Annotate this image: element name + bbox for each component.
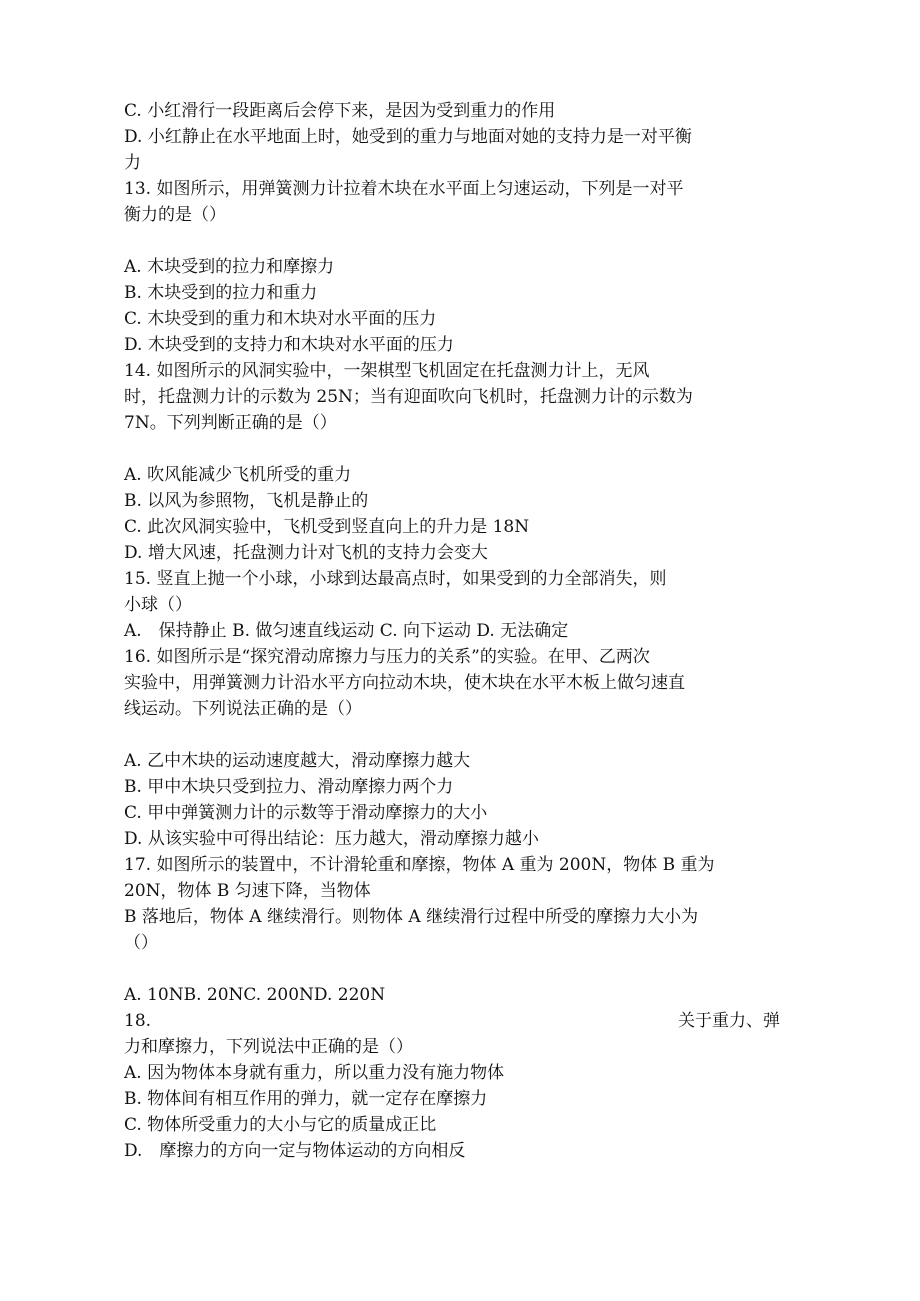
text-line: 16. 如图所示是“探究滑动席擦力与压力的关系”的实验。在甲、乙两次 xyxy=(124,647,650,667)
text-line: 实验中，用弹簧测力计沿水平方向拉动木块，使木块在水平木板上做匀速直 xyxy=(124,673,685,693)
blank-line xyxy=(124,228,780,254)
text-line: A. 保持静止 B. 做匀速直线运动 C. 向下运动 D. 无法确定 xyxy=(124,621,569,641)
text-line: D. 小红静止在水平地面上时，她受到的重力与地面对她的支持力是一对平衡 xyxy=(124,127,692,147)
text-line: C. 此次风洞实验中，飞机受到竖直向上的升力是 18N xyxy=(124,517,530,537)
blank-line xyxy=(124,956,780,982)
text-line: D. 木块受到的支持力和木块对水平面的压力 xyxy=(124,335,454,355)
blank-line xyxy=(124,722,780,748)
text-line: D. 从该实验中可得出结论：压力越大，滑动摩擦力越小 xyxy=(124,829,539,849)
text-line: D. 摩擦力的方向一定与物体运动的方向相反 xyxy=(124,1141,466,1161)
text-line: （） xyxy=(124,933,158,953)
text-line: 衡力的是（） xyxy=(124,205,226,225)
blank-line xyxy=(124,436,780,462)
text-line: 13. 如图所示，用弹簧测力计拉着木块在水平面上匀速运动，下列是一对平 xyxy=(124,179,684,199)
text-line: A. 木块受到的拉力和摩擦力 xyxy=(124,257,335,277)
text-line: C. 小红滑行一段距离后会停下来，是因为受到重力的作用 xyxy=(124,101,556,121)
text-line: D. 增大风速，托盘测力计对飞机的支持力会变大 xyxy=(124,543,488,563)
text-line: B. 物体间有相互作用的弹力，就一定存在摩擦力 xyxy=(124,1089,488,1109)
text-line: B. 以风为参照物，飞机是静止的 xyxy=(124,491,369,511)
text-line: 15. 竖直上抛一个小球，小球到达最高点时，如果受到的力全部消失，则 xyxy=(124,569,667,589)
text-line: C. 木块受到的重力和木块对水平面的压力 xyxy=(124,309,437,329)
text-line: B. 甲中木块只受到拉力、滑动摩擦力两个力 xyxy=(124,777,454,797)
text-line: C. 物体所受重力的大小与它的质量成正比 xyxy=(124,1115,437,1135)
text-line: 20N，物体 B 匀速下降，当物体 xyxy=(124,881,371,901)
text-line: A. 吹风能减少飞机所受的重力 xyxy=(124,465,352,485)
text-line: 线运动。下列说法正确的是（） xyxy=(124,699,362,719)
document-content xyxy=(124,98,780,1164)
text-line: A. 因为物体本身就有重力，所以重力没有施力物体 xyxy=(124,1063,505,1083)
text-line: B 落地后，物体 A 继续滑行。则物体 A 继续滑行过程中所受的摩擦力大小为 xyxy=(124,907,699,927)
text-line: B. 木块受到的拉力和重力 xyxy=(124,283,318,303)
text-line: 7N。下列判断正确的是（） xyxy=(124,413,337,433)
text-line: C. 甲中弹簧测力计的示数等于滑动摩擦力的大小 xyxy=(124,803,488,823)
text-line: 14. 如图所示的风洞实验中，一架棋型飞机固定在托盘测力计上，无风 xyxy=(124,361,650,381)
text-line: 小球（） xyxy=(124,595,192,615)
text-line: 力 xyxy=(124,153,141,173)
text-line: 17. 如图所示的装置中，不计滑轮重和摩擦，物体 A 重为 200N，物体 B 重为 xyxy=(124,855,715,875)
question-18-number: 18. xyxy=(124,1011,152,1031)
text-line: 力和摩擦力，下列说法中正确的是（） xyxy=(124,1037,413,1057)
text-line: A. 10NB. 20NC. 200ND. 220N xyxy=(124,985,386,1005)
question-18-text-right: 关于重力、弹 xyxy=(678,1011,780,1031)
text-line: A. 乙中木块的运动速度越大，滑动摩擦力越大 xyxy=(124,751,471,771)
text-line: 时，托盘测力计的示数为 25N；当有迎面吹向飞机时，托盘测力计的示数为 xyxy=(124,387,693,407)
question-18-header xyxy=(124,1008,780,1034)
